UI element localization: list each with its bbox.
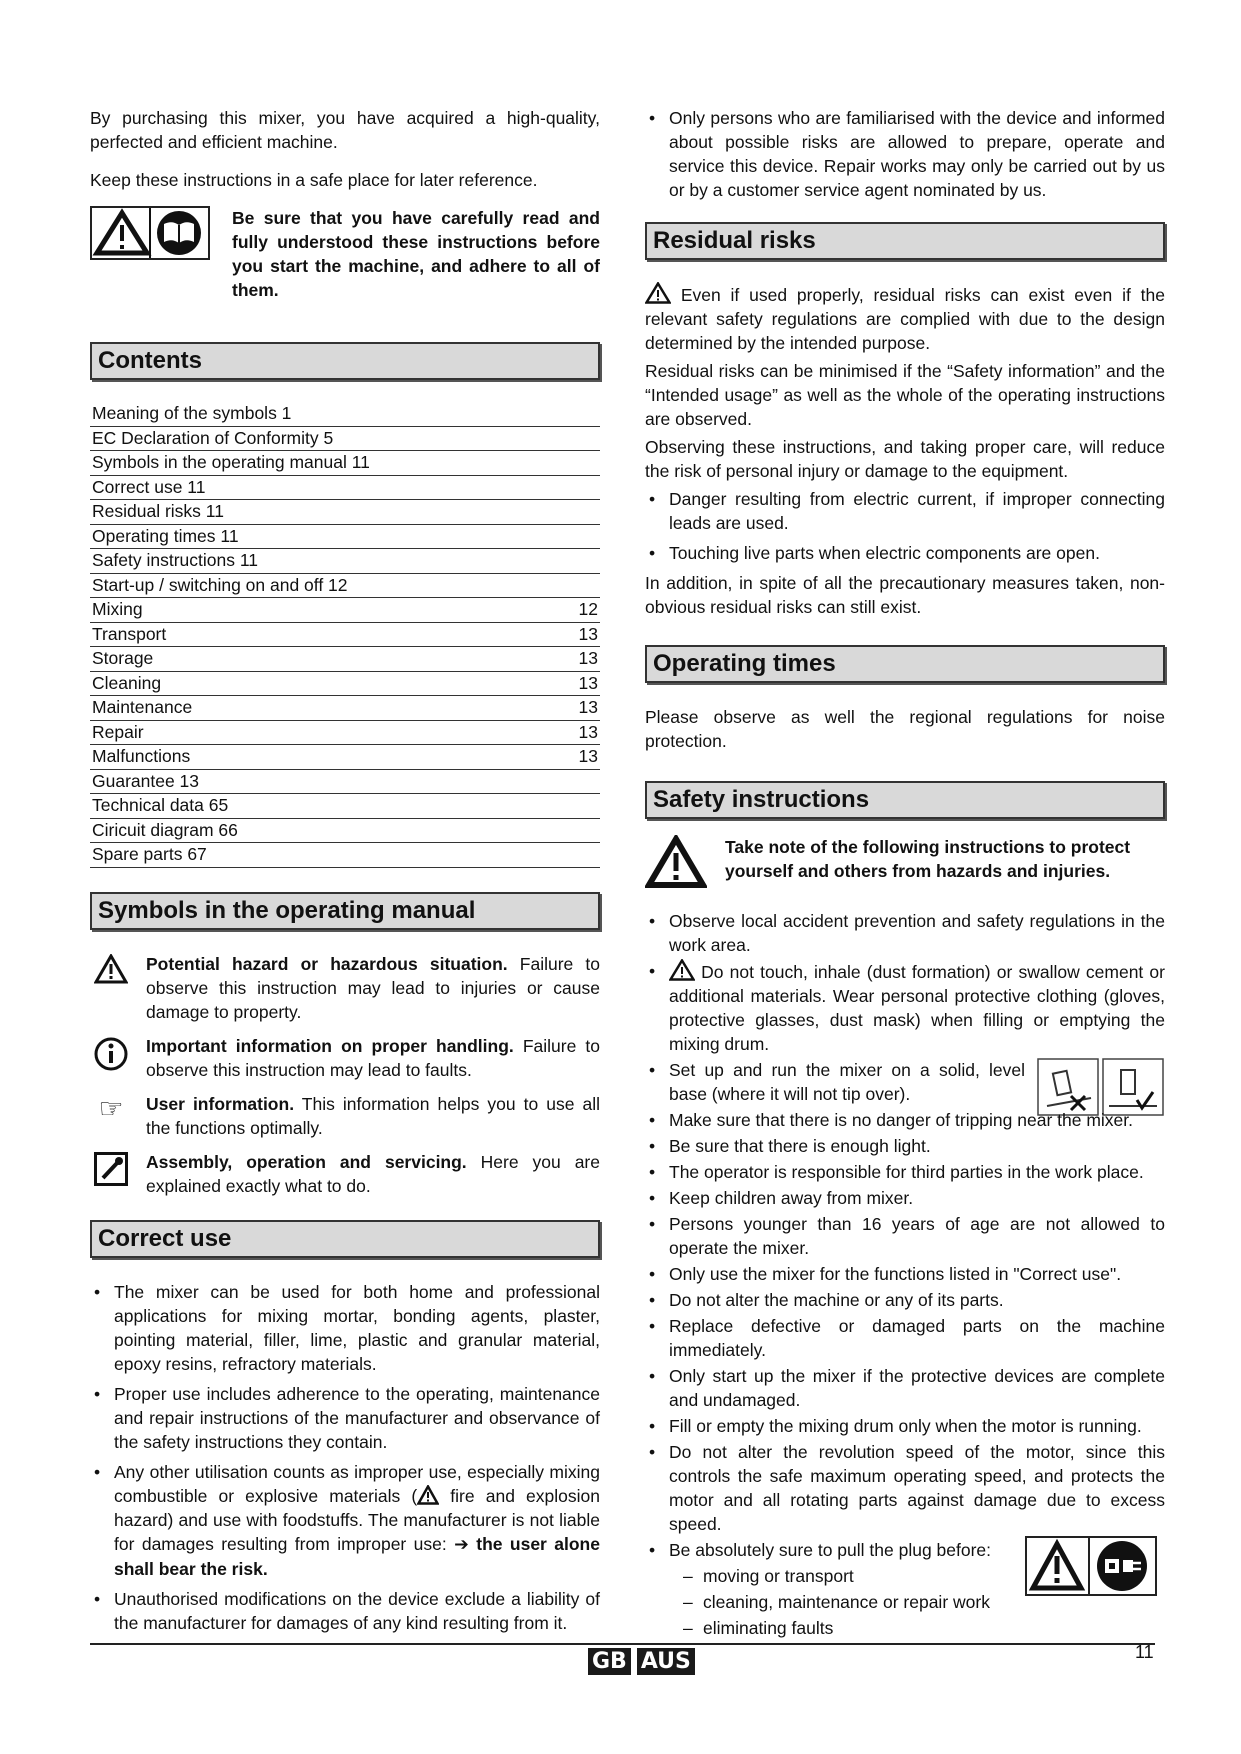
symbol-important-title: Important information on proper handling. [146, 1035, 514, 1056]
pointing-hand-icon: ☞ [98, 1091, 124, 1125]
toc-row [90, 647, 600, 672]
list-item: • The operator is responsible for third parties in the work place. [645, 1160, 1165, 1184]
symbol-user-info-text: This information helps you to use all the functions optimally. [146, 1093, 600, 1138]
list-item: • Observe local accident prevention and safety regulations in the work area. [645, 909, 1165, 957]
toc-label: Malfunctions [92, 746, 191, 766]
toc-row [90, 574, 600, 599]
pull-plug-text: Be absolutely sure to pull the plug before: [669, 1540, 992, 1560]
warning-triangle-icon [669, 959, 695, 981]
list-item: • Danger resulting from electric current, if improper connecting leads are used. [645, 487, 1165, 535]
info-circle-icon [90, 1034, 132, 1082]
symbol-assembly [90, 1150, 600, 1198]
section-title-operating-times: Operating times [645, 645, 1165, 683]
symbol-hazard [90, 952, 600, 1024]
toc-label: Storage [92, 648, 154, 668]
toc-label: Meaning of the symbols 1 [92, 403, 292, 423]
list-item: • Do not alter the machine or any of its parts. [645, 1288, 1165, 1312]
list-item: • Be sure that there is enough light. [645, 1134, 1165, 1158]
list-item: • Unauthorised modifications on the device exclude a liability of the manufacturer for damages of any kind resulting from it. [90, 1587, 600, 1635]
toc-label: Symbols in the operating manual 11 [92, 452, 370, 472]
toc-row [90, 402, 600, 427]
toc-page: 13 [578, 623, 598, 644]
list-item: – cleaning, maintenance or repair work [679, 1590, 1165, 1614]
improper-use-text: Any other utilisation counts as improper use, especially mixing combustible or explosive materials ( [114, 1461, 600, 1506]
toc-page: 13 [578, 672, 598, 693]
symbol-user-info [90, 1092, 600, 1140]
toc-row [90, 623, 600, 648]
toc-label: Guarantee 13 [92, 770, 200, 791]
warning-triangle-icon [417, 1485, 439, 1505]
toc-page: 13 [578, 721, 598, 742]
symbol-hazard-title: Potential hazard or hazardous situation. [146, 953, 508, 974]
toc-label: Operating times 11 [92, 525, 239, 546]
list-item: – moving or transport [679, 1564, 1165, 1588]
toc-label: Correct use 11 [92, 476, 206, 497]
footer-rule [90, 1643, 1155, 1645]
toc-row [90, 451, 600, 476]
left-column [90, 106, 600, 1641]
section-title-symbols: Symbols in the operating manual [90, 892, 600, 930]
list-item: – eliminating faults [679, 1616, 1165, 1640]
section-title-safety-instructions: Safety instructions [645, 781, 1165, 819]
list-item: • Only persons who are familiarised with the device and informed about possible risks are allowed to prepare, operate and service this device. Repair works may only be carried out by us or by a customer service agent nominated by us. [645, 106, 1165, 202]
toc-label: Maintenance [92, 697, 193, 717]
toc-row [90, 672, 600, 697]
warning-triangle-icon [645, 835, 707, 889]
section-title-correct-use: Correct use [90, 1220, 600, 1258]
toc-row [90, 770, 600, 795]
safety-list [645, 909, 1165, 1640]
toc-row [90, 598, 600, 623]
protective-clothing-text: Do not touch, inhale (dust formation) or swallow cement or additional materials. Wear personal protective clothing (gloves, protective glasses, dust mask) when filling or emptying the mixing drum. [669, 962, 1165, 1054]
toc-row [90, 525, 600, 550]
list-item: • Do not alter the revolution speed of the motor, since this controls the safe maximum operating speed, and protects the motor and all rotating parts against damage due to excess speed. [645, 1440, 1165, 1536]
toc-page: 12 [578, 599, 598, 619]
table-of-contents [90, 402, 600, 868]
improper-use-text-2: fire and explosion hazard) and use with foodstuffs. The manufacturer is not liable for damages resulting from improper use: [114, 1485, 600, 1554]
intro-paragraph: By purchasing this mixer, you have acquired a high-quality, perfected and efficient machine. [90, 108, 600, 152]
read-instructions-text: Be sure that you have carefully read and fully understood these instructions before you start the machine, and adhere to all of them. [232, 208, 600, 300]
toc-row [90, 794, 600, 819]
symbol-assembly-title: Assembly, operation and servicing. [146, 1151, 467, 1172]
residual-paragraph-1 [645, 282, 1165, 355]
residual-text-1: Even if used properly, residual risks can exist even if the relevant safety regulations are complied with due to the design determined by the intended purpose. [645, 285, 1165, 353]
section-title-contents: Contents [90, 342, 600, 380]
list-item: • Keep children away from mixer. [645, 1186, 1165, 1210]
toc-label: Residual risks 11 [92, 501, 224, 521]
page-number: 11 [1135, 1642, 1154, 1662]
safety-note [645, 835, 1165, 889]
intro-keep-note: Keep these instructions in a safe place for later reference. [90, 170, 538, 190]
list-item [645, 1058, 1165, 1106]
toc-label: Cleaning [92, 672, 162, 693]
toc-label: Start-up / switching on and off 12 [92, 574, 348, 595]
toc-page: 13 [578, 746, 598, 766]
list-item: • Replace defective or damaged parts on the machine immediately. [645, 1314, 1165, 1362]
symbol-important [90, 1034, 600, 1082]
toc-label: Technical data 65 [92, 795, 229, 815]
symbol-hazard-text: Failure to observe this instruction may lead to injuries or cause damage to property. [146, 953, 600, 1022]
residual-list [645, 487, 1165, 565]
arrow-icon: ➔ [454, 1534, 469, 1555]
qualified-persons-list [645, 106, 1165, 202]
list-item: • Touching live parts when electric components are open. [645, 541, 1165, 565]
symbols-list [90, 952, 600, 1198]
level-base-text: Set up and run the mixer on a solid, level base (where it will not tip over). [669, 1060, 1025, 1104]
operating-times-text: Please observe as well the regional regulations for noise protection. [645, 707, 1165, 751]
correct-use-list [90, 1280, 600, 1635]
toc-label: Mixing [92, 599, 143, 619]
toc-row [90, 721, 600, 746]
user-bears-risk: the user alone shall bear the risk. [114, 1533, 600, 1579]
toc-row [90, 745, 600, 770]
list-item: • Persons younger than 16 years of age are not allowed to operate the mixer. [645, 1212, 1165, 1260]
toc-row [90, 500, 600, 525]
intro [90, 106, 600, 192]
toc-label: EC Declaration of Conformity 5 [92, 427, 334, 448]
list-item: • The mixer can be used for both home and professional applications for mixing mortar, bonding agents, plaster, pointing material, filler, lime, plastic and granular material, epoxy resins, refractory materials. [90, 1280, 600, 1376]
warning-triangle-icon [90, 952, 132, 1024]
list-item: • Only start up the mixer if the protective devices are complete and undamaged. [645, 1364, 1165, 1412]
list-item: • Fill or empty the mixing drum only when the motor is running. [645, 1414, 1165, 1438]
list-item [645, 1538, 1165, 1640]
toc-label: Transport [92, 623, 167, 644]
residual-paragraph-4: In addition, in spite of all the precautionary measures taken, non-obvious residual risks can still exist. [645, 573, 1165, 617]
toc-row [90, 696, 600, 721]
toc-row [90, 427, 600, 452]
symbol-user-info-title: User information. [146, 1093, 295, 1114]
read-instructions-warning [90, 206, 600, 302]
wrench-icon [90, 1150, 132, 1198]
right-column [645, 106, 1165, 1640]
list-item [645, 959, 1165, 1056]
toc-label: Safety instructions 11 [92, 550, 259, 570]
toc-label: Repair [92, 721, 144, 742]
language-badges [588, 1648, 695, 1675]
toc-row [90, 476, 600, 501]
badge-aus: AUS [637, 1648, 695, 1675]
list-item: • Only use the mixer for the functions listed in "Correct use". [645, 1262, 1165, 1286]
toc-row [90, 819, 600, 844]
residual-paragraph-3: Observing these instructions, and taking proper care, will reduce the risk of personal injury or damage to the equipment. [645, 437, 1165, 481]
symbol-assembly-text: Here you are explained exactly what to do. [146, 1151, 600, 1196]
residual-paragraph-2: Residual risks can be minimised if the “Safety information” and the “Intended usage” as well as the whole of the operating instructions are observed. [645, 361, 1165, 429]
toc-page: 13 [578, 697, 598, 717]
toc-label: Spare parts 67 [92, 844, 207, 864]
badge-gb: GB [588, 1648, 631, 1675]
list-item: • Make sure that there is no danger of tripping near the mixer. [645, 1108, 1165, 1132]
symbol-important-text: Failure to observe this instruction may lead to faults. [146, 1035, 601, 1080]
unplug-sublist [679, 1564, 1165, 1640]
section-title-residual-risks: Residual risks [645, 222, 1165, 260]
safety-note-text: Take note of the following instructions to protect yourself and others from hazards and injuries. [725, 837, 1131, 881]
list-item [90, 1460, 600, 1581]
toc-page: 13 [578, 648, 598, 668]
warning-triangle-icon [645, 282, 671, 304]
toc-row [90, 549, 600, 574]
toc-row [90, 843, 600, 868]
warning-read-manual-icon [90, 206, 210, 260]
list-item: • Proper use includes adherence to the operating, maintenance and repair instructions of the manufacturer and observance of the safety instructions they contain. [90, 1382, 600, 1454]
toc-label: Ciricuit diagram 66 [92, 819, 238, 840]
